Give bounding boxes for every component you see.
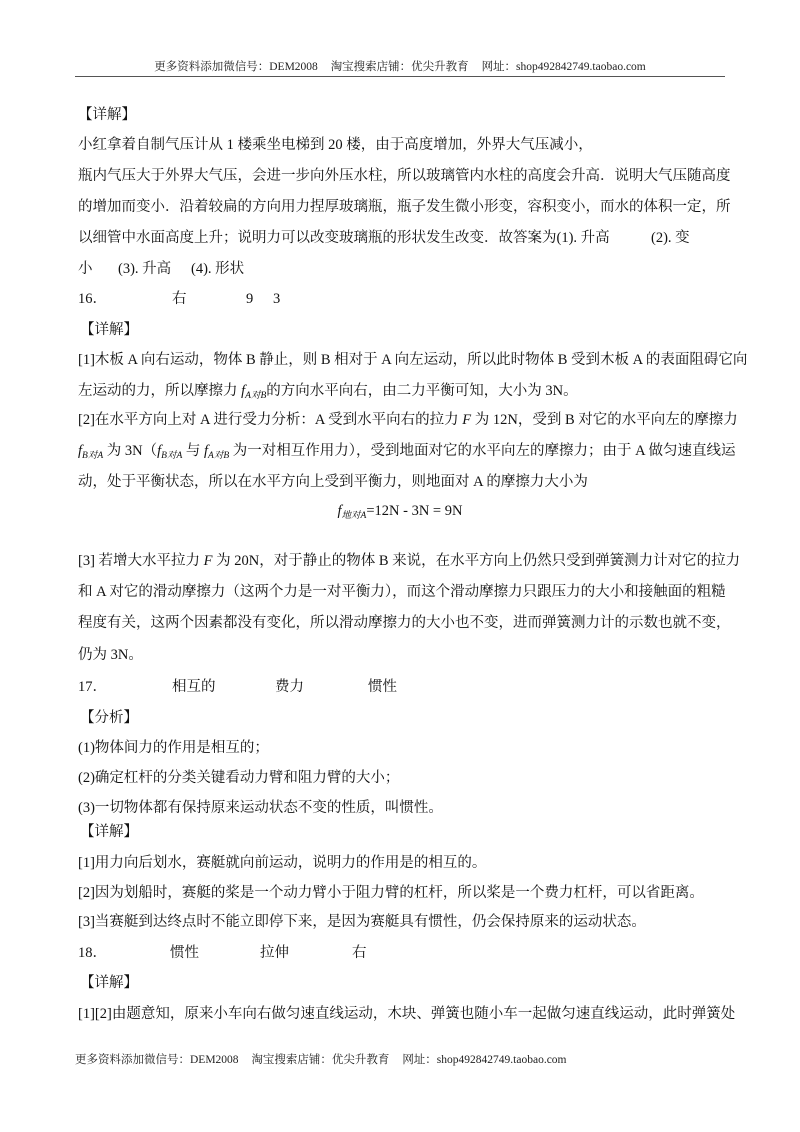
text-segment: 为一对相互作用力），受到地面对它的水平向左的摩擦力；由于 A 做匀速直线运 [229,443,736,459]
body-line: [1][2]由题意知，原来小车向右做匀速直线运动，木块、弹簧也随小车一起做匀速直线运动，此时弹簧处 [78,1006,736,1022]
header-wechat: 更多资料添加微信号：DEM2008 [154,61,318,73]
header-shop: 淘宝搜索店铺：优尖升教育 [330,61,469,73]
answer-value: 惯性 [170,945,199,961]
body-line: (1)物体间力的作用是相互的； [78,740,269,756]
subscript: B对A [82,451,104,461]
body-line: 程度有关，这两个因素都没有变化，所以滑动摩擦力的大小也不变，进而弹簧测力计的示数也就不变， [78,615,731,631]
answer-value: (3). 升高 [118,261,172,277]
italic-symbol: f [241,383,246,399]
page-header [0,59,800,75]
italic-symbol: f [157,443,162,459]
answer-value: 3 [273,291,281,307]
section-heading: 【详解】 [78,107,136,123]
formula [0,501,800,521]
text-segment: 左运动的力，所以摩擦力 [78,383,242,399]
section-heading: 【详解】 [80,322,138,338]
text-segment: 的方向水平向右，由二力平衡可知，大小为 3N。 [266,383,578,399]
italic-symbol: f [337,503,342,519]
text-segment: 为 3N（ [103,443,158,459]
body-line: 瓶内气压大于外界大气压，会进一步向外压水柱，所以玻璃管内水柱的高度会升高．说明大气压随高度 [78,168,731,184]
question-number: 18． [78,945,107,961]
answer-value: (2). 变 [651,230,690,246]
body-line [78,551,741,571]
answer-value: (4). 形状 [191,261,245,277]
body-line [78,381,720,401]
body-line: [3]当赛艇到达终点时不能立即停下来，是因为赛艇具有惯性，仍会保持原来的运动状态。 [78,914,646,930]
answer-value: 右 [352,945,367,961]
section-heading: 【详解】 [80,975,138,991]
footer-wechat: 更多资料添加微信号：DEM2008 [75,1054,239,1066]
question-number: 17． [78,679,107,695]
body-line: (2)确定杠杆的分类关键看动力臂和阻力臂的大小； [78,770,400,786]
section-heading: 【详解】 [80,824,138,840]
page-footer [75,1052,567,1068]
subscript: A对B [208,451,230,461]
body-line: [2]因为划船时，赛艇的桨是一个动力臂小于阻力臂的杠杆，所以桨是一个费力杠杆，可以省距离。 [78,885,704,901]
italic-symbol: f [204,443,209,459]
body-line: 小 [78,261,93,277]
body-line: (3)一切物体都有保持原来运动状态不变的性质，叫惯性。 [78,800,443,816]
body-line [78,410,738,430]
answer-value: 右 [172,291,187,307]
text-segment: [2]在水平方向上对 A 进行受力分析：A 受到水平向右的拉力 [78,412,463,428]
body-line: 动，处于平衡状态，所以在水平方向上受到平衡力，则地面对 A 的摩擦力大小为 [78,474,588,490]
answer-value: 相互的 [172,679,216,695]
italic-symbol: F [203,553,213,569]
body-line: [1]木板 A 向右运动，物体 B 静止，则 B 相对于 A 向左运动，所以此时物体 B 受到木板 A 的表面阻碍它向 [78,352,748,368]
header-site: 网址：shop492842749.taobao.com [481,61,646,73]
text-segment: 与 [182,443,205,459]
text-segment: 为 12N，受到 B 对它的水平向左的摩擦力 [471,412,738,428]
answer-value: 惯性 [368,679,397,695]
formula-expression: =12N - 3N = 9N [366,503,463,519]
footer-shop: 淘宝搜索店铺：优尖升教育 [251,1054,390,1066]
body-line: 以细管中水面高度上升；说明力可以改变玻璃瓶的形状发生改变．故答案为(1). 升高 [78,230,610,246]
italic-symbol: F [462,412,472,428]
answer-value: 9 [246,291,254,307]
italic-symbol: f [78,443,83,459]
text-segment: 为 20N，对于静止的物体 B 来说，在水平方向上仍然只受到弹簧测力计对它的拉力 [212,553,741,569]
body-line: 和 A 对它的滑动摩擦力（这两个力是一对平衡力），而这个滑动摩擦力只跟压力的大小和接触面的粗糙 [78,584,726,600]
body-line: 小红拿着自制气压计从 1 楼乘坐电梯到 20 楼，由于高度增加，外界大气压减小， [78,137,593,153]
body-line: [1]用力向后划水，赛艇就向前运动，说明力的作用是的相互的。 [78,855,487,871]
section-heading: 【分析】 [80,710,138,726]
answer-value: 费力 [275,679,304,695]
body-line [78,441,736,461]
header-rule [75,76,725,77]
body-line: 仍为 3N。 [78,647,143,663]
subscript: A对B [245,391,267,401]
subscript: 地对A [341,511,367,521]
body-line: 的增加而变小．沿着较扁的方向用力捏厚玻璃瓶，瓶子发生微小形变，容积变小，而水的体积一定，所 [78,199,731,215]
question-number: 16． [78,291,107,307]
text-segment: [3] 若增大水平拉力 [78,553,204,569]
subscript: B对A [161,451,183,461]
footer-site: 网址：shop492842749.taobao.com [402,1054,567,1066]
answer-value: 拉伸 [260,945,289,961]
